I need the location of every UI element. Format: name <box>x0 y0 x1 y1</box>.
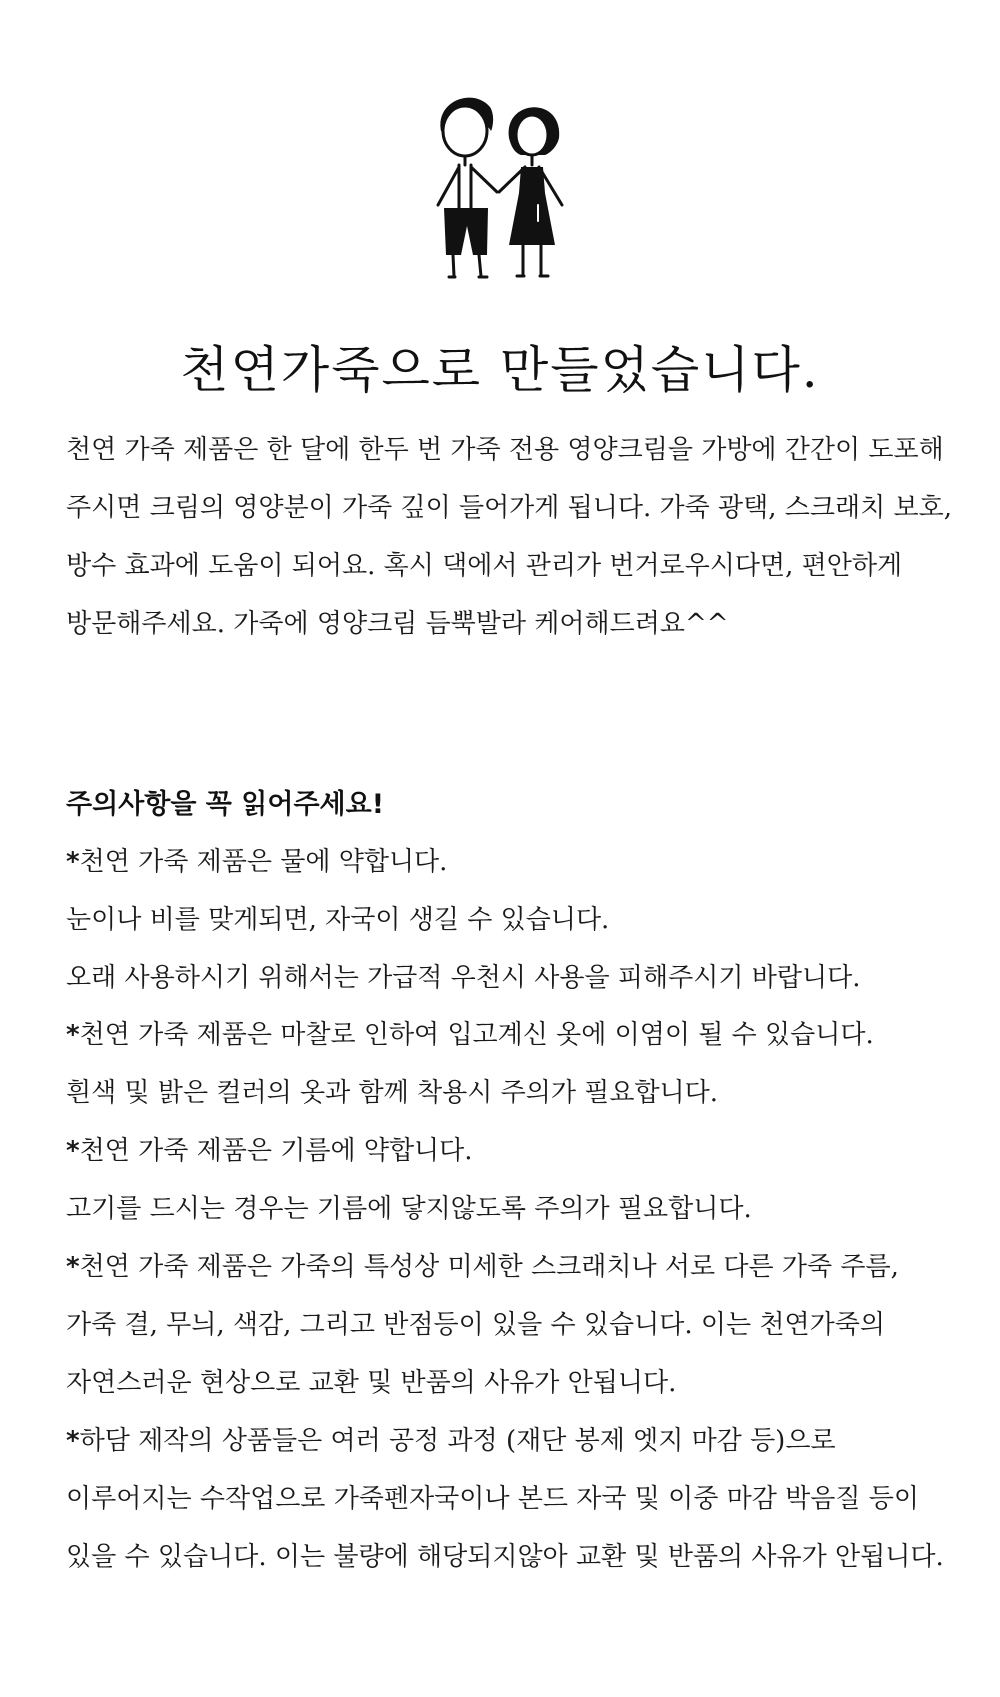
warning-line <box>66 1075 718 1111</box>
warning-text: 천연 가죽 제품은 마찰로 인하여 입고계신 옷에 이염이 될 수 있습니다. <box>79 1020 874 1050</box>
warning-line <box>66 1249 899 1285</box>
couple-holding-hands-icon <box>435 93 580 283</box>
warning-text: 천연 가죽 제품은 기름에 약합니다. <box>79 1136 473 1166</box>
warning-line <box>66 1539 944 1575</box>
warning-text: 이루어지는 수작업으로 가죽펜자국이나 본드 자국 및 이중 마감 박음질 등이 <box>66 1484 919 1514</box>
warning-text: 자연스러운 현상으로 교환 및 반품의 사유가 안됩니다. <box>66 1368 677 1398</box>
warning-line <box>66 1133 473 1169</box>
bullet-star: * <box>66 1426 80 1456</box>
warning-line <box>66 1017 874 1053</box>
intro-line: 주시면 크림의 영양분이 가죽 깊이 들어가게 됩니다. 가죽 광택, 스크래치 보호, <box>66 493 953 523</box>
warning-text: 천연 가죽 제품은 가죽의 특성상 미세한 스크래치나 서로 다른 가죽 주름, <box>79 1252 899 1282</box>
warning-line <box>66 1191 752 1227</box>
intro-line: 방문해주세요. 가죽에 영양크림 듬뿍발라 케어해드려요^^ <box>66 609 729 639</box>
warning-line <box>66 902 609 938</box>
warning-line <box>66 1365 676 1401</box>
intro-line: 방수 효과에 도움이 되어요. 혹시 댁에서 관리가 번거로우시다면, 편안하게 <box>66 551 903 581</box>
warning-line <box>66 960 860 996</box>
warning-text: 오래 사용하시기 위해서는 가급적 우천시 사용을 피해주시기 바랍니다. <box>66 963 861 993</box>
warning-text: 흰색 및 밝은 컬러의 옷과 함께 착용시 주의가 필요합니다. <box>66 1078 719 1108</box>
intro-line: 천연 가죽 제품은 한 달에 한두 번 가죽 전용 영양크림을 가방에 간간이 도포해 <box>66 435 944 465</box>
bullet-star: * <box>66 847 80 877</box>
warning-line <box>66 844 447 880</box>
warnings-heading: 주의사항을 꼭 읽어주세요! <box>66 789 385 820</box>
page-title: 천연가죽으로 만들었습니다. <box>180 341 820 399</box>
bullet-star: * <box>66 1252 80 1282</box>
warning-text: 하담 제작의 상품들은 여러 공정 과정 (재단 봉제 엣지 마감 등)으로 <box>79 1426 836 1456</box>
bullet-star: * <box>66 1136 80 1166</box>
warning-line <box>66 1423 836 1459</box>
warning-line <box>66 1481 919 1517</box>
warning-text: 고기를 드시는 경우는 기름에 닿지않도록 주의가 필요합니다. <box>66 1194 752 1224</box>
bullet-star: * <box>66 1020 80 1050</box>
warning-text: 있을 수 있습니다. 이는 불량에 해당되지않아 교환 및 반품의 사유가 안됩니다. <box>66 1542 944 1572</box>
warning-text: 눈이나 비를 맞게되면, 자국이 생길 수 있습니다. <box>66 905 610 935</box>
warning-text: 천연 가죽 제품은 물에 약합니다. <box>79 847 448 877</box>
warning-text: 가죽 결, 무늬, 색감, 그리고 반점등이 있을 수 있습니다. 이는 천연가죽의 <box>66 1310 885 1340</box>
warning-line <box>66 1307 885 1343</box>
